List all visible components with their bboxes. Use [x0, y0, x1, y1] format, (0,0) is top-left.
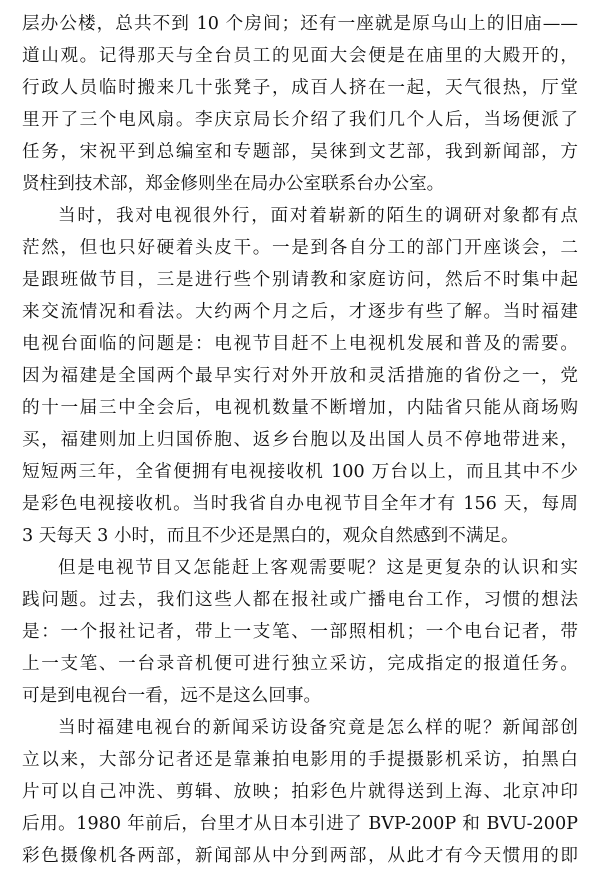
paragraph-start-line: 当时福建电视台的新闻采访设备究竟是怎么样的呢？新闻部创 [58, 718, 578, 738]
text-line: 短短两三年，全省便拥有电视接收机 100 万台以上，而且其中不少 [22, 462, 578, 482]
text-line: 片可以自己冲洗、剪辑、放映；拍彩色片就得送到上海、北京冲印 [22, 782, 578, 802]
text-line: 来交流情况和看法。大约两个月之后，才逐步有些了解。当时福建 [22, 302, 578, 322]
text-line: 里开了三个电风扇。李庆京局长介绍了我们几个人后，当场便派了 [22, 110, 578, 130]
text-line: 电视台面临的问题是：电视节目赶不上电视机发展和普及的需要。 [22, 334, 578, 354]
text-line: 任务，宋祝平到总编室和专题部，吴徕到文艺部，我到新闻部，方 [22, 142, 578, 162]
text-line: 可是到电视台一看，远不是这么回事。 [22, 686, 322, 706]
paragraph-start-line: 当时，我对电视很外行，面对着崭新的陌生的调研对象都有点 [58, 206, 578, 226]
text-line: 因为福建是全国两个最早实行对外开放和灵活措施的省份之一，党 [22, 366, 578, 386]
text-line: 立以来，大部分记者还是靠兼拍电影用的手提摄影机采访，拍黑白 [22, 750, 578, 770]
text-line: 道山观。记得那天与全台员工的见面大会便是在庙里的大殿开的， [22, 46, 578, 66]
text-line: 买，福建则加上归国侨胞、返乡台胞以及出国人员不停地带进来， [22, 430, 578, 450]
text-line: 是彩色电视接收机。当时我省自办电视节目全年才有 156 天，每周 [22, 494, 578, 514]
text-line: 是：一个报社记者，带上一支笔、一部照相机；一个电台记者，带 [22, 622, 578, 642]
text-line: 层办公楼，总共不到 10 个房间；还有一座就是原乌山上的旧庙—— [22, 14, 578, 34]
text-line: 贤柱到技术部，郑金修则坐在局办公室联系台办公室。 [22, 174, 445, 194]
text-line: 的十一届三中全会后，电视机数量不断增加，内陆省只能从商场购 [22, 398, 578, 418]
text-line: 上一支笔、一台录音机便可进行独立采访，完成指定的报道任务。 [22, 654, 578, 674]
text-line: 践问题。过去，我们这些人都在报社或广播电台工作，习惯的想法 [22, 590, 578, 610]
paragraph-start-line: 但是电视节目又怎能赶上客观需要呢？这是更复杂的认识和实 [58, 558, 578, 578]
text-line: 彩色摄像机各两部，新闻部从中分到两部，从此才有今天惯用的即 [22, 846, 578, 866]
text-line: 行政人员临时搬来几十张凳子，成百人挤在一起，天气很热，厅堂 [22, 78, 578, 98]
text-line: 后用。1980 年前后，台里才从日本引进了 BVP-200P 和 BVU-200P [22, 814, 578, 834]
text-line: 茫然，但也只好硬着头皮干。一是到各自分工的部门开座谈会，二 [22, 238, 578, 258]
text-line: 3 天每天 3 小时，而且不少还是黑白的，观众自然感到不满足。 [22, 526, 519, 546]
text-line: 是跟班做节目，三是进行些个别请教和家庭访问，然后不时集中起 [22, 270, 578, 290]
